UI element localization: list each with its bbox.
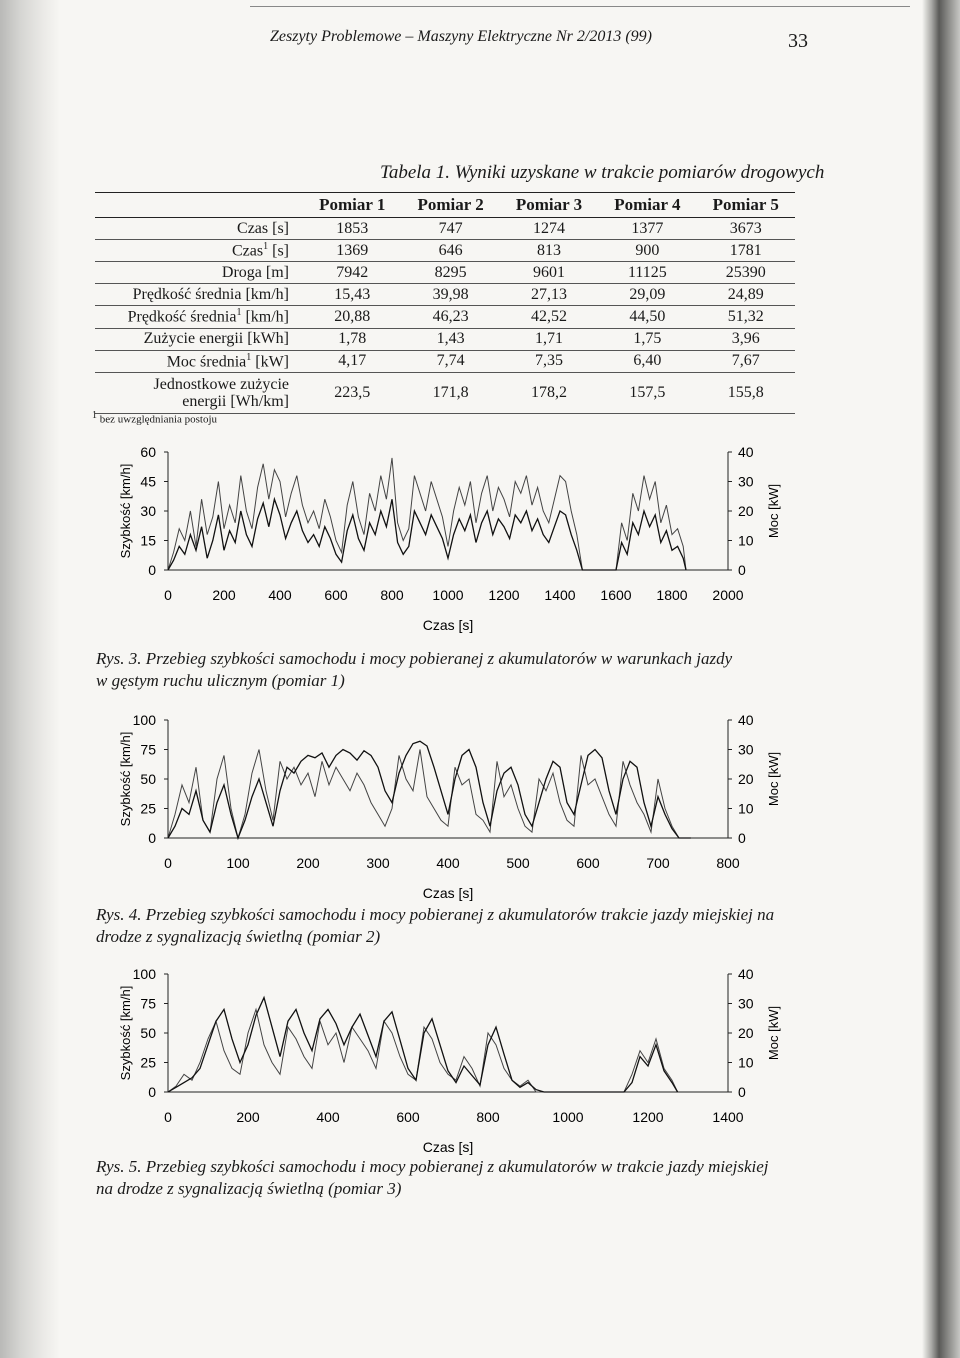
footnote-text: bez uwzględniania postoju <box>97 413 218 426</box>
x-tick-label: 0 <box>164 855 172 871</box>
table-cell: 3,96 <box>697 328 795 350</box>
table-cell: 813 <box>500 240 598 262</box>
y2-tick-label: 40 <box>738 966 754 982</box>
caption-line: Rys. 4. Przebieg szybkości samochodu i mocy pobieranej z akumulatorów trakcie jazdy miejskiej na <box>96 905 775 924</box>
x-tick-label: 800 <box>476 1109 500 1125</box>
y2-axis-title: Moc [kW] <box>766 1005 781 1061</box>
row-label-text: Prędkość średnia [km/h] <box>132 285 289 303</box>
table-row <box>95 306 795 328</box>
caption-line: drodze z sygnalizacją świetlną (pomiar 2) <box>96 927 381 946</box>
y2-tick-label: 0 <box>738 562 746 578</box>
chart-speed-power-1 <box>108 440 798 640</box>
table-cell: 223,5 <box>303 372 401 413</box>
caption-line: na drodze z sygnalizacją świetlną (pomiar 3) <box>96 1179 402 1198</box>
x-tick-label: 1000 <box>552 1109 584 1125</box>
row-label <box>95 306 303 328</box>
power-series-line <box>168 1009 678 1092</box>
table-cell: 1853 <box>303 218 401 240</box>
y2-tick-label: 10 <box>738 532 754 549</box>
row-label-superscript: 1 <box>236 307 242 319</box>
chart-svg <box>108 708 798 908</box>
row-label-unit: [kW] <box>251 352 289 370</box>
journal-title: Zeszyty Problemowe – Maszyny Elektryczne Nr 2/2013 (99) <box>270 28 652 45</box>
x-axis-title: Czas [s] <box>422 885 474 901</box>
table-cell: 51,32 <box>697 306 795 328</box>
scan-left-edge <box>0 0 60 1358</box>
x-tick-label: 200 <box>212 587 236 603</box>
speed-series-line <box>168 499 686 570</box>
x-tick-label: 400 <box>268 587 292 603</box>
row-label-unit: [km/h] <box>241 308 289 326</box>
power-series-line <box>168 458 686 570</box>
row-label <box>95 218 303 240</box>
table-cell: 1781 <box>697 240 795 262</box>
x-tick-label: 1400 <box>712 1109 744 1125</box>
table-cell: 171,8 <box>401 372 499 413</box>
table-body <box>95 218 795 414</box>
scan-right-edge <box>922 0 960 1358</box>
table-cell: 1377 <box>598 218 696 240</box>
y2-tick-label: 40 <box>738 444 754 460</box>
table-row <box>95 350 795 372</box>
table-cell: 7942 <box>303 262 401 284</box>
row-label <box>95 262 303 284</box>
table-caption: Tabela 1. Wyniki uzyskane w trakcie pomiarów drogowych <box>380 162 825 183</box>
footnote-mark: 1 <box>92 410 97 421</box>
row-label <box>95 350 303 372</box>
table-cell: 39,98 <box>401 284 499 306</box>
x-tick-label: 600 <box>576 855 600 871</box>
x-tick-label: 1000 <box>432 587 464 603</box>
table-cell: 646 <box>401 240 499 262</box>
x-axis-title: Czas [s] <box>422 617 474 633</box>
x-tick-label: 200 <box>236 1109 260 1125</box>
table-cell: 25390 <box>697 262 795 284</box>
x-tick-label: 200 <box>296 855 320 871</box>
y-tick-label: 30 <box>140 503 156 519</box>
table-row <box>95 262 795 284</box>
y-tick-label: 0 <box>148 562 156 578</box>
row-label-superscript: 1 <box>263 241 269 252</box>
table-header-row <box>95 193 795 218</box>
y2-tick-label: 20 <box>738 1025 754 1041</box>
x-tick-label: 600 <box>324 587 348 603</box>
table-cell: 7,74 <box>401 350 499 372</box>
figure-caption-3 <box>96 648 816 692</box>
x-tick-label: 1800 <box>656 587 688 603</box>
y2-axis-title: Moc [kW] <box>766 751 781 807</box>
results-table <box>95 192 795 414</box>
table-cell: 7,35 <box>500 350 598 372</box>
row-label-text: Moc średnia <box>166 352 247 370</box>
table-cell: 20,88 <box>303 306 401 328</box>
table-cell: 7,67 <box>697 350 795 372</box>
x-tick-label: 400 <box>436 855 460 871</box>
speed-series-line <box>168 998 678 1092</box>
table-cell: 6,40 <box>598 350 696 372</box>
row-label-text: Droga [m] <box>221 263 289 281</box>
table-row <box>95 372 795 413</box>
chart-speed-power-2 <box>108 708 798 908</box>
y-axis-title: Szybkość [km/h] <box>118 463 133 559</box>
table-header-empty <box>95 193 303 218</box>
y-tick-label: 75 <box>140 741 156 758</box>
y2-tick-label: 20 <box>738 503 754 519</box>
table-cell: 3673 <box>697 218 795 240</box>
table-row <box>95 284 795 306</box>
x-tick-label: 300 <box>366 855 390 871</box>
header-rule <box>250 6 910 7</box>
x-tick-label: 1200 <box>488 587 520 603</box>
table-cell: 900 <box>598 240 696 262</box>
x-tick-label: 1400 <box>544 587 576 603</box>
x-tick-label: 1200 <box>632 1109 664 1125</box>
y-tick-label: 0 <box>148 1084 156 1100</box>
table-cell: 11125 <box>598 262 696 284</box>
figure-caption-4 <box>96 904 816 948</box>
row-label-unit: [s] <box>268 242 289 260</box>
table-footnote <box>92 410 217 426</box>
x-tick-label: 0 <box>164 587 172 603</box>
caption-line: Rys. 3. Przebieg szybkości samochodu i mocy pobieranej z akumulatorów w warunkach jazdy <box>96 649 733 668</box>
caption-line: Rys. 5. Przebieg szybkości samochodu i mocy pobieranej z akumulatorów w trakcie jazdy miejskiej <box>96 1157 769 1176</box>
x-tick-label: 2000 <box>712 587 744 603</box>
table-cell: 155,8 <box>697 372 795 413</box>
row-label-superscript: 1 <box>246 351 252 363</box>
table-cell: 1,75 <box>598 328 696 350</box>
table-cell: 1,71 <box>500 328 598 350</box>
table-cell: 1369 <box>303 240 401 262</box>
table-cell: 4,17 <box>303 350 401 372</box>
y-tick-label: 50 <box>140 1025 156 1041</box>
y-tick-label: 45 <box>140 473 156 490</box>
table-cell: 42,52 <box>500 306 598 328</box>
page-number: 33 <box>788 30 808 52</box>
y-axis-title: Szybkość [km/h] <box>118 731 133 827</box>
power-series-line <box>168 750 691 839</box>
row-label <box>95 284 303 306</box>
x-tick-label: 400 <box>316 1109 340 1125</box>
x-tick-label: 500 <box>506 855 530 871</box>
y2-tick-label: 30 <box>738 995 754 1012</box>
y2-tick-label: 0 <box>738 830 746 846</box>
chart-svg <box>108 440 798 640</box>
table-cell: 46,23 <box>401 306 499 328</box>
y-tick-label: 60 <box>140 444 156 460</box>
x-tick-label: 800 <box>716 855 740 871</box>
row-label-text: Prędkość średnia <box>127 308 237 326</box>
y-tick-label: 75 <box>140 995 156 1012</box>
table-cell: 29,09 <box>598 284 696 306</box>
y2-tick-label: 0 <box>738 1084 746 1100</box>
row-label <box>95 328 303 350</box>
table-cell: 9601 <box>500 262 598 284</box>
speed-series-line <box>168 741 691 838</box>
y-tick-label: 50 <box>140 771 156 787</box>
table-header-cell: Pomiar 5 <box>712 195 779 214</box>
row-label-text: Czas <box>232 242 264 260</box>
x-tick-label: 700 <box>646 855 670 871</box>
row-label <box>95 372 303 413</box>
table-header-cell: Pomiar 1 <box>319 195 386 214</box>
table-cell: 27,13 <box>500 284 598 306</box>
chart-speed-power-3 <box>108 962 798 1162</box>
table-row <box>95 218 795 240</box>
row-label <box>95 240 303 262</box>
caption-line: w gęstym ruchu ulicznym (pomiar 1) <box>96 671 345 690</box>
row-label-line1: Jednostkowe zużycie <box>153 375 289 393</box>
row-label-text: Zużycie energii [kWh] <box>143 330 289 348</box>
chart-svg <box>108 962 798 1162</box>
figure-caption-5 <box>96 1156 816 1200</box>
table-cell: 1,43 <box>401 328 499 350</box>
x-tick-label: 100 <box>226 855 250 871</box>
table-header-cell: Pomiar 3 <box>515 195 583 214</box>
table-header-cell: Pomiar 2 <box>417 195 484 214</box>
x-tick-label: 800 <box>380 587 404 603</box>
y2-tick-label: 10 <box>738 800 754 817</box>
table-header-cell: Pomiar 4 <box>614 195 681 214</box>
y2-tick-label: 30 <box>738 473 754 490</box>
y-tick-label: 100 <box>132 966 156 982</box>
y-tick-label: 100 <box>132 712 156 728</box>
y-tick-label: 25 <box>140 800 156 817</box>
y2-tick-label: 30 <box>738 741 754 758</box>
table-cell: 44,50 <box>598 306 696 328</box>
y-tick-label: 15 <box>140 532 156 549</box>
table-cell: 8295 <box>401 262 499 284</box>
y-tick-label: 0 <box>148 830 156 846</box>
table-row <box>95 328 795 350</box>
table-cell: 15,43 <box>303 284 401 306</box>
y2-axis-title: Moc [kW] <box>766 483 781 539</box>
y2-tick-label: 20 <box>738 771 754 787</box>
table-cell: 157,5 <box>598 372 696 413</box>
x-tick-label: 1600 <box>600 587 632 603</box>
table-cell: 24,89 <box>697 284 795 306</box>
row-label-text: Czas [s] <box>237 219 289 237</box>
x-axis-title: Czas [s] <box>422 1139 474 1155</box>
y-tick-label: 25 <box>140 1054 156 1071</box>
row-label-line2: energii [Wh/km] <box>182 392 289 410</box>
y2-tick-label: 10 <box>738 1054 754 1071</box>
table-cell: 1,78 <box>303 328 401 350</box>
x-tick-label: 0 <box>164 1109 172 1125</box>
table-cell: 178,2 <box>500 372 598 413</box>
table-row <box>95 240 795 262</box>
y2-tick-label: 40 <box>738 712 754 728</box>
x-tick-label: 600 <box>396 1109 420 1125</box>
table-cell: 1274 <box>500 218 598 240</box>
table-cell: 747 <box>401 218 499 240</box>
y-axis-title: Szybkość [km/h] <box>118 985 133 1081</box>
